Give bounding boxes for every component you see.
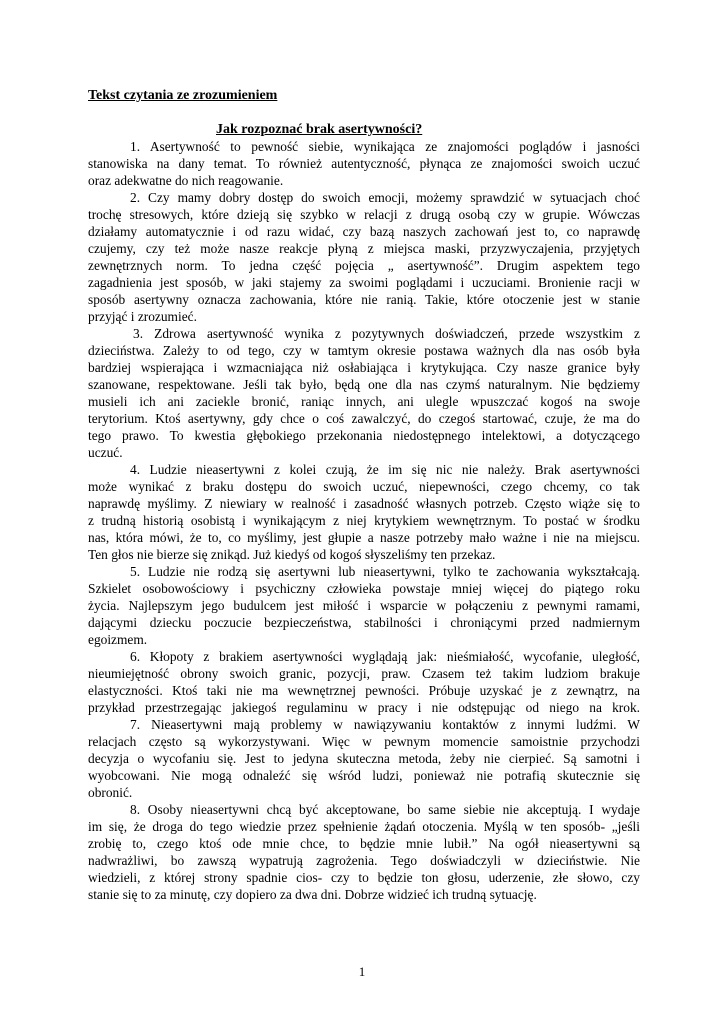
text-line: nadwrażliwi, bo zawszą wypatrują zagrożenia. Tego doświadczyli w dzieciństwie. Nie bbox=[88, 853, 640, 868]
text-line: relacjach często są wykorzystywani. Więc w pewnym momencie samoistnie przychodzi bbox=[88, 734, 640, 749]
text-line: zrobię to, czego ktoś ode mnie chce, to będzie mnie lubił.” Na ogół nieasertywni są bbox=[88, 836, 640, 851]
text-line: decyzja o wycofaniu się. Jest to jedyna skuteczna metoda, żeby nie cierpieć. Są samotni i bbox=[88, 751, 640, 766]
text-line: stanie się to za minutę, czy dopiero za dwa dni. Dobrze widzieć ich trudną sytuację. bbox=[88, 887, 537, 902]
text-line: zagadnienia jest sposób, w jaki stajemy za swoimi poglądami i uczuciami. Bronienie racji w bbox=[88, 275, 640, 290]
text-line: 7. Nieasertywni mają problemy w nawiązywaniu kontaktów z innymi ludźmi. W bbox=[130, 717, 640, 732]
text-line: 4. Ludzie nieasertywni z kolei czują, że im się nic nie należy. Brak asertywności bbox=[130, 462, 640, 477]
text-line: działamy automatycznie i od razu widać, czy bazą naszych zachowań jest to, co naprawdę bbox=[88, 224, 640, 239]
text-line: zewnętrznych norm. To jedna część pojęcia „ asertywność”. Drugim aspektem tego bbox=[88, 258, 640, 273]
text-line: 8. Osoby nieasertywni chcą być akceptowane, bo same siebie nie akceptują. I wydaje bbox=[130, 802, 640, 817]
document-header: Tekst czytania ze zrozumieniem bbox=[88, 88, 278, 103]
text-line: 6. Kłopoty z brakiem asertywności wyglądają jak: nieśmiałość, wycofanie, uległość, bbox=[130, 649, 640, 664]
text-line: 5. Ludzie nie rodzą się asertywni lub nieasertywni, tylko te zachowania wykształcają. bbox=[130, 564, 640, 579]
text-line: wiedzieli, z której strony spadnie cios- czy to będzie ton głosu, uderzenie, złe słowo, czy bbox=[88, 870, 640, 885]
text-line: naprawdę myślimy. Z niewiary w realność i zasadność własnych potrzeb. Często wiąże się to bbox=[88, 496, 640, 511]
text-line: 2. Czy mamy dobry dostęp do swoich emocji, możemy sprawdzić w sytuacjach choć bbox=[130, 190, 640, 205]
text-line: stanowiska na dany temat. To również autentyczność, płynąca ze znajomości swoich uczuć bbox=[88, 156, 640, 171]
text-line: Szkielet osobowościowy i psychiczny człowieka powstaje mniej więcej do piątego roku bbox=[88, 581, 640, 596]
text-line: przykład przestrzegając jakiegoś regulaminu w pracy i nie odstępując od niego na krok. bbox=[88, 700, 640, 715]
text-line: sposób asertywny oznacza zachowania, które nie ranią. Takie, które otoczenie jest w stanie bbox=[88, 292, 640, 307]
text-line: szanowane, respektowane. Jeśli tak było, będą one dla nas czymś naturalnym. Nie będziemy bbox=[88, 377, 640, 392]
text-line: Ten głos nie bierze się znikąd. Już kiedyś od kogoś słyszeliśmy ten przekaz. bbox=[88, 547, 496, 562]
text-line: 1. Asertywność to pewność siebie, wynikająca ze znajomości poglądów i jasności bbox=[130, 139, 640, 154]
text-line: im się, że droga do tego wiedzie przez spełnienie żądań otoczenia. Myślą w ten sposób- „jeśli bbox=[88, 819, 640, 834]
text-line: nieumiejętność obrony swoich granic, pozycji, praw. Czasem też takim ludziom brakuje bbox=[88, 666, 640, 681]
text-line: egoizmem. bbox=[88, 632, 148, 647]
text-line: z trudną historią osobistą i wynikającym z niej krytykiem wewnętrznym. To postać w środku bbox=[88, 513, 640, 528]
text-line: terytorium. Ktoś asertywny, gdy chce o coś zawalczyć, do czegoś startować, czuje, że ma do bbox=[88, 411, 640, 426]
text-line: dającymi dziecku poczucie bezpieczeństwa, stabilności i chroniącymi przed nadmiernym bbox=[88, 615, 640, 630]
text-line: czujemy, czy też może nasze reakcje płyną z miejsca maski, przyzwyczajenia, przyjętych bbox=[88, 241, 640, 256]
page-number: 1 bbox=[358, 964, 366, 979]
text-line: elastyczności. Ktoś taki nie ma wewnętrznej pewności. Próbuje uzyskać je z zewnątrz, na bbox=[88, 683, 640, 698]
text-line: tego prawo. To kwestia głębokiego przekonania niedostępnego intelektowi, a dotyczącego bbox=[88, 428, 640, 443]
text-line: nas, która mówi, że to, co myślimy, jest głupie a nasze potrzeby mało ważne i nie na miejscu. bbox=[88, 530, 640, 545]
text-line: przyjąć i zrozumieć. bbox=[88, 309, 197, 324]
text-line: obronić. bbox=[88, 785, 133, 800]
text-line: musieli ich ani zaciekle bronić, raniąc innych, ani ulegle wpuszczać kogoś na swoje bbox=[88, 394, 640, 409]
text-line: 3. Zdrowa asertywność wynika z pozytywnych doświadczeń, przede wszystkim z bbox=[133, 326, 640, 341]
text-line: życia. Najlepszym jego budulcem jest miłość i wsparcie w połączeniu z pewnymi ramami, bbox=[88, 598, 640, 613]
text-line: może wynikać z braku dostępu do swoich uczuć, niepewności, czego chcemy, co tak bbox=[88, 479, 640, 494]
text-line: oraz adekwatne do nich reagowanie. bbox=[88, 173, 284, 188]
article-body bbox=[88, 138, 640, 903]
text-line: trochę stresowych, które dzieją się szybko w relacji z drugą osobą czy w grupie. Wówczas bbox=[88, 207, 640, 222]
text-line: bardziej wspierająca i wzmacniająca niż osłabiająca i krytykująca. Czy nasze granice były bbox=[88, 360, 640, 375]
text-line: uczuć. bbox=[88, 445, 123, 460]
text-line: wyobcowani. Nie mogą odnaleźć się wśród ludzi, ponieważ nie potrafią skutecznie się bbox=[88, 768, 640, 783]
text-line: dzieciństwa. Zależy to od tego, czy w tamtym okresie postawa ważnych dla nas osób była bbox=[88, 343, 640, 358]
article-title: Jak rozpoznać brak asertywności? bbox=[216, 122, 423, 137]
